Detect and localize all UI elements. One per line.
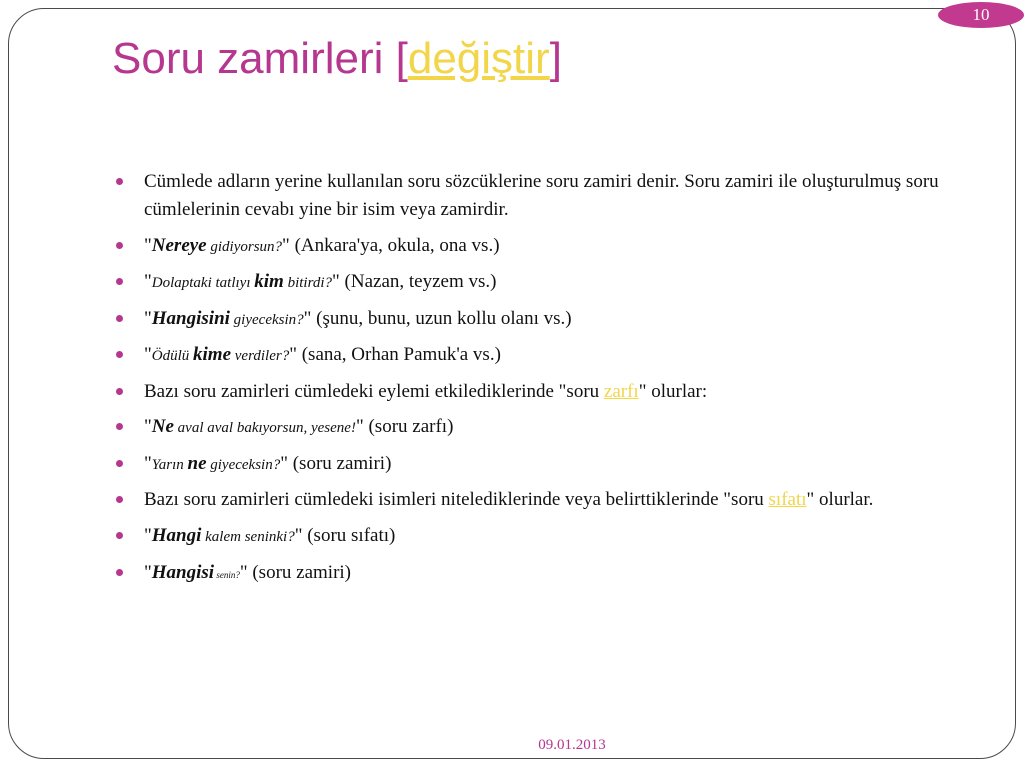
- example-keyword: kime: [193, 344, 232, 365]
- bullet-text: Bazı soru zamirleri cümledeki isimleri nitelediklerinde veya belirttiklerinde "soru: [144, 489, 769, 510]
- quote-close: ": [294, 524, 303, 546]
- quote-open: ": [144, 307, 152, 329]
- example-italic: senin?: [214, 569, 240, 580]
- quote-open: ": [144, 416, 152, 437]
- bullet-list: [0, 168, 1024, 589]
- example-answer: (şunu, bunu, uzun kollu olanı vs.): [311, 307, 572, 329]
- bullet-dot: [116, 569, 123, 576]
- example-italic-pre: Dolaptaki tatlıyı: [151, 275, 255, 291]
- bullet-dot: [116, 278, 123, 285]
- example-keyword: Nereye: [151, 234, 207, 256]
- example-keyword: Hangi: [151, 524, 202, 546]
- bullet-text-rest: " olurlar:: [638, 380, 708, 402]
- example-italic: kalem seninki?: [201, 528, 295, 545]
- bullet-item-example-hangisi: [0, 559, 944, 589]
- bullet-item-definition: [0, 168, 944, 224]
- quote-close: ": [332, 271, 340, 292]
- quote-close: ": [289, 344, 297, 365]
- bullet-item-example-kime: [0, 341, 944, 370]
- slide-title: [112, 33, 562, 85]
- bullet-item-example-ne: [0, 413, 944, 442]
- example-answer: (Ankara'ya, okula, ona vs.): [289, 234, 500, 256]
- quote-close: ": [303, 307, 312, 329]
- bullet-dot: [116, 242, 123, 249]
- example-italic: aval aval bakıyorsun, yesene!: [173, 420, 356, 436]
- quote-open: ": [144, 234, 152, 256]
- example-keyword: Ne: [151, 416, 174, 437]
- quote-open: ": [144, 344, 152, 365]
- bullet-item-example-nereye: [0, 232, 944, 261]
- quote-open: ": [144, 452, 152, 474]
- example-italic-pre: Yarın: [151, 456, 188, 473]
- example-italic-pre: Ödülü: [151, 348, 194, 364]
- example-keyword: Hangisi: [151, 561, 215, 583]
- quote-open: ": [144, 271, 152, 292]
- bullet-dot: [116, 423, 123, 430]
- bullet-dot: [116, 178, 123, 185]
- bullet-text-rest: " olurlar.: [806, 489, 874, 510]
- bullet-dot: [116, 315, 123, 322]
- sifati-link[interactable]: sıfatı: [768, 489, 807, 510]
- bullet-text: Bazı soru zamirleri cümledeki eylemi etkilediklerinde "soru: [144, 380, 604, 402]
- page-number-badge: 10: [938, 2, 1024, 28]
- bullet-item-example-hangisini: [0, 305, 944, 334]
- zarfi-link[interactable]: zarfı: [603, 380, 639, 402]
- example-answer: (soru sıfatı): [302, 524, 396, 546]
- example-italic: giyeceksin?: [229, 311, 304, 328]
- bullet-dot: [116, 351, 123, 358]
- example-italic: gidiyorsun?: [206, 238, 283, 255]
- title-bracket-open: [: [395, 34, 408, 83]
- quote-close: ": [239, 561, 248, 583]
- quote-open: ": [144, 524, 152, 546]
- footer-date: 09.01.2013: [538, 737, 606, 753]
- bullet-item-example-yarin-ne: [0, 450, 944, 479]
- quote-close: ": [280, 452, 288, 474]
- title-text: Soru zamirleri: [112, 34, 396, 83]
- bullet-item-soru-zarfi: [0, 378, 944, 406]
- quote-close: ": [355, 416, 364, 437]
- example-answer: (soru zamiri): [287, 452, 392, 474]
- example-keyword: Hangisini: [151, 307, 230, 329]
- bullet-dot: [116, 532, 123, 539]
- example-answer: (sana, Orhan Pamuk'a vs.): [296, 344, 501, 365]
- example-answer: (soru zamiri): [247, 561, 351, 583]
- example-keyword: kim: [254, 271, 284, 292]
- example-italic: giyeceksin?: [206, 456, 281, 473]
- example-answer: (soru zarfı): [363, 416, 454, 437]
- bullet-item-soru-sifati: [0, 486, 944, 514]
- quote-close: ": [282, 234, 290, 256]
- bullet-dot: [116, 496, 123, 503]
- example-keyword: ne: [187, 452, 207, 474]
- example-italic: bitirdi?: [283, 275, 333, 291]
- bullet-item-example-kim: [0, 268, 944, 297]
- title-bracket-close: ]: [549, 34, 562, 83]
- quote-open: ": [144, 561, 152, 583]
- bullet-dot: [116, 460, 123, 467]
- bullet-text: Cümlede adların yerine kullanılan soru sözcüklerine soru zamiri denir. Soru zamiri ile oluşturulmuş soru cümlelerinin cevabı yine bir isim veya zamirdir.: [144, 171, 939, 220]
- example-answer: (Nazan, teyzem vs.): [339, 271, 497, 292]
- bullet-item-example-hangi: [0, 522, 944, 551]
- edit-link[interactable]: değiştir: [407, 34, 550, 83]
- bullet-dot: [116, 388, 123, 395]
- example-italic: verdiler?: [231, 348, 290, 364]
